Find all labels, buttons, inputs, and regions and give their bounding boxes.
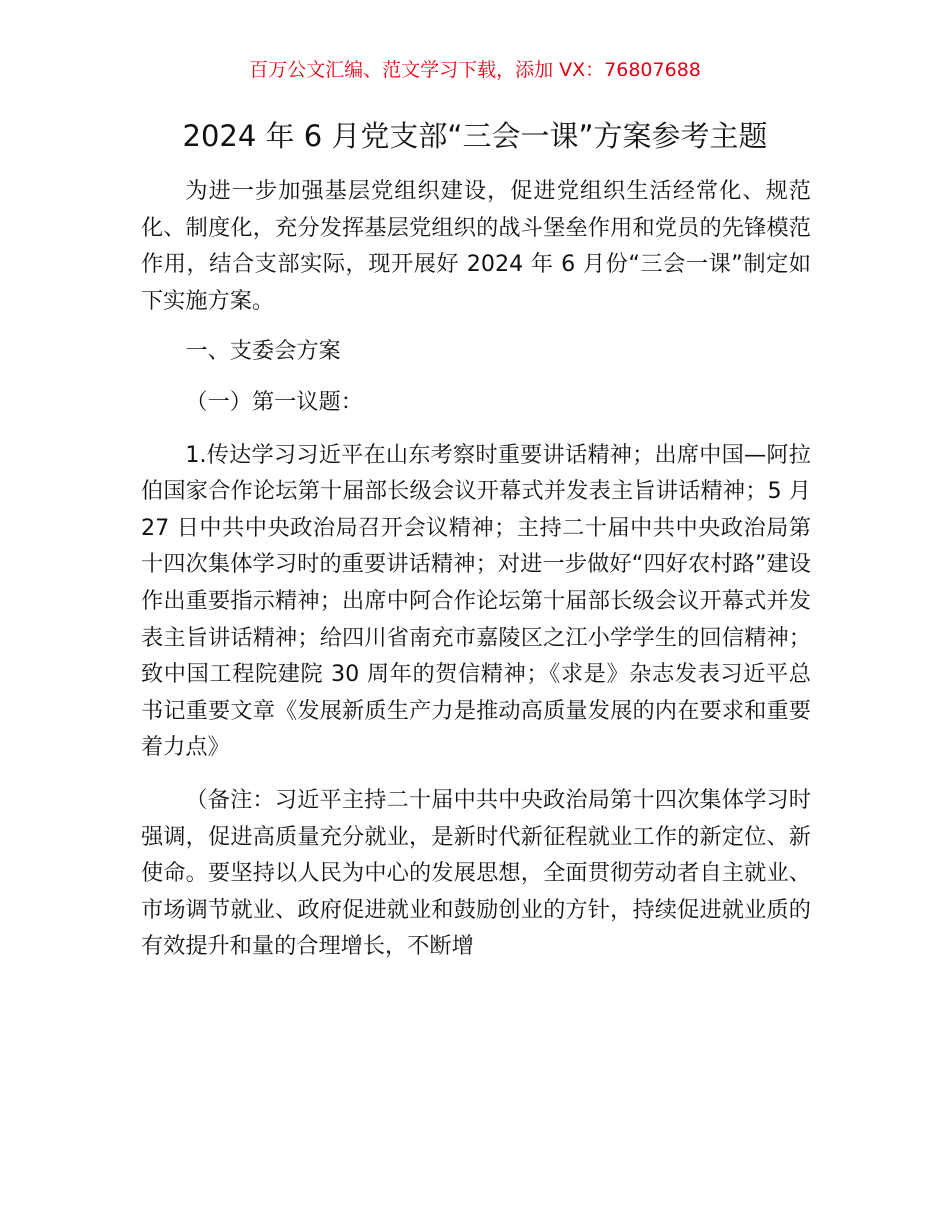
remark-paragraph: （备注：习近平主持二十届中共中央政治局第十四次集体学习时强调，促进高质量充分就业，是新时代新征程就业工作的新定位、新使命。要坚持以人民为中心的发展思想，全面贯彻劳动者自主就业、市场调节就业、政府促进就业和鼓励创业的方针，持续促进就业质的有效提升和量的合理增长，不断增 [141,786,811,960]
subsection-heading: （一）第一议题： [185,388,363,415]
header-note: 百万公文汇编、范文学习下载，添加 VX：76807688 [249,59,701,81]
document-body [141,173,811,965]
section-heading: 一、支委会方案 [185,338,341,365]
intro-paragraph: 为进一步加强基层党组织建设，促进党组织生活经常化、规范化、制度化，充分发挥基层党组织的战斗堡垒作用和党员的先锋模范作用，结合支部实际，现开展好 2024 年 6 月份“三会一课”制定如下实施方案。 [141,178,811,314]
document-title: 2024 年 6 月党支部“三会一课”方案参考主题 [182,119,768,153]
item-paragraph: 1.传达学习习近平在山东考察时重要讲话精神；出席中国—阿拉伯国家合作论坛第十届部长级会议开幕式并发表主旨讲话精神；5 月 27 日中共中央政治局召开会议精神；主持二十届中共中央政治局第十四次集体学习时的重要讲话精神；对进一步做好“四好农村路”建设作出重要指示精神；出席中阿合作论坛第十届部长级会议开幕式并发表主旨讲话精神；给四川省南充市嘉陵区之江小学学生的回信精神；致中国工程院建院 30 周年的贺信精神；《求是》杂志发表习近平总书记重要文章《发展新质生产力是推动高质量发展的内在要求和重要着力点》 [141,441,811,761]
